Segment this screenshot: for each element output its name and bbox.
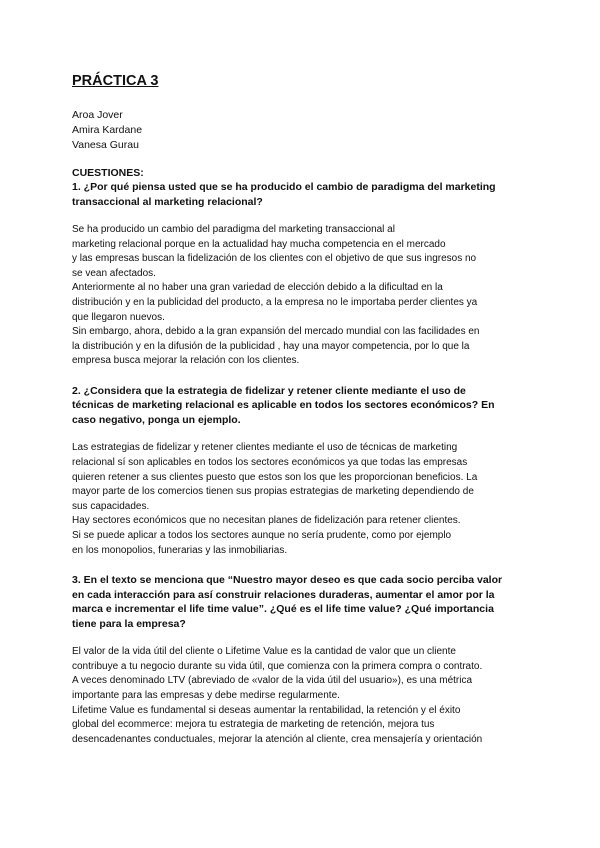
- answer-line: quieren retener a sus clientes puesto que estos son los que les proporcionan beneficios. La: [72, 471, 478, 483]
- answer-line: en los monopolios, funerarias y las inmobiliarias.: [72, 544, 288, 556]
- answer-line: sus capacidades.: [72, 500, 150, 512]
- answer-line: empresa busca mejorar la relación con los clientes.: [72, 355, 300, 367]
- section-label: CUESTIONES:: [72, 167, 144, 179]
- question-1: [72, 180, 530, 209]
- answer-line: Hay sectores económicos que no necesitan planes de fidelización para retener clientes.: [72, 515, 461, 527]
- question-line: técnicas de marketing relacional es aplicable en todos los sectores económicos? En: [72, 399, 495, 412]
- answer-line: Sin embargo, ahora, debido a la gran expansión del mercado mundial con las facilidades en: [72, 326, 480, 338]
- answer-line: Si se puede aplicar a todos los sectores aunque no sería prudente, como por ejemplo: [72, 530, 452, 541]
- answer-line: global del ecommerce: mejora tu estrategia de marketing de retención, mejora tus: [72, 719, 435, 731]
- answer-1: [72, 223, 530, 369]
- answer-line: contribuye a tu negocio durante su vida útil, que comienza con la primera compra o contrato.: [72, 660, 483, 672]
- answer-line: relacional sí son aplicables en todos los sectores económicos ya que todas las empresas: [72, 457, 468, 469]
- answer-line: El valor de la vida útil del cliente o Lifetime Value es la cantidad de valor que un cliente: [72, 646, 456, 658]
- answer-line: que llegaron nuevos.: [72, 311, 165, 323]
- answer-line: Anteriormente al no haber una gran variedad de elección debido a la dificultad en la: [72, 282, 443, 294]
- answer-2: [72, 441, 530, 558]
- question-line: 2. ¿Considera que la estrategia de fidelizar y retener cliente mediante el uso de: [72, 384, 466, 397]
- question-line: marca e incrementar el life time value”. ¿Qué es el life time value? ¿Qué importancia: [72, 603, 494, 616]
- answer-line: marketing relacional porque en la actualidad hay mucha competencia en el mercado: [72, 238, 446, 250]
- author-list: [72, 108, 530, 153]
- answer-line: se vean afectados.: [72, 267, 156, 279]
- answer-line: mayor parte de los comercios tienen sus propias estrategias de marketing dependiendo de: [72, 486, 474, 498]
- question-line: tiene para la empresa?: [72, 617, 186, 630]
- question-line: en cada interacción para así construir relaciones duraderas, aumentar el amor por la: [72, 588, 495, 601]
- answer-line: desencadenantes conductuales, mejorar la atención al cliente, crea mensajería y orientación: [72, 733, 483, 745]
- answer-line: y las empresas buscan la fidelización de los clientes con el objetivo de que sus ingresos no: [72, 253, 477, 265]
- answer-line: la distribución y en la difusión de la publicidad , hay una mayor competencia, por lo que la: [72, 340, 470, 352]
- answer-line: Lifetime Value es fundamental si deseas aumentar la rentabilidad, la retención y el éxito: [72, 704, 461, 716]
- question-line: caso negativo, ponga un ejemplo.: [72, 413, 241, 426]
- question-line: 1. ¿Por qué piensa usted que se ha producido el cambio de paradigma del marketing: [72, 181, 496, 193]
- question-line: transaccional al marketing relacional?: [72, 195, 263, 208]
- question-line: 3. En el texto se menciona que “Nuestro mayor deseo es que cada socio perciba valor: [72, 574, 503, 587]
- question-3: [72, 573, 530, 631]
- answer-line: A veces denominado LTV (abreviado de «valor de la vida útil del usuario»), es una métrica: [72, 675, 473, 687]
- answer-line: distribución y en la publicidad del producto, a la empresa no le importaba perder clientes ya: [72, 296, 478, 308]
- author-name: Amira Kardane: [72, 124, 143, 136]
- author-name: Aroa Jover: [72, 109, 123, 121]
- author-name: Vanesa Gurau: [72, 139, 139, 151]
- answer-line: Se ha producido un cambio del paradigma del marketing transaccional al: [72, 224, 395, 235]
- answer-3: [72, 645, 530, 747]
- page-title: PRÁCTICA 3: [72, 73, 159, 89]
- answer-line: Las estrategias de fidelizar y retener clientes mediante el uso de técnicas de marketing: [72, 442, 458, 454]
- question-2: [72, 384, 530, 428]
- answer-line: importante para las empresas y debe medirse regularmente.: [72, 689, 340, 701]
